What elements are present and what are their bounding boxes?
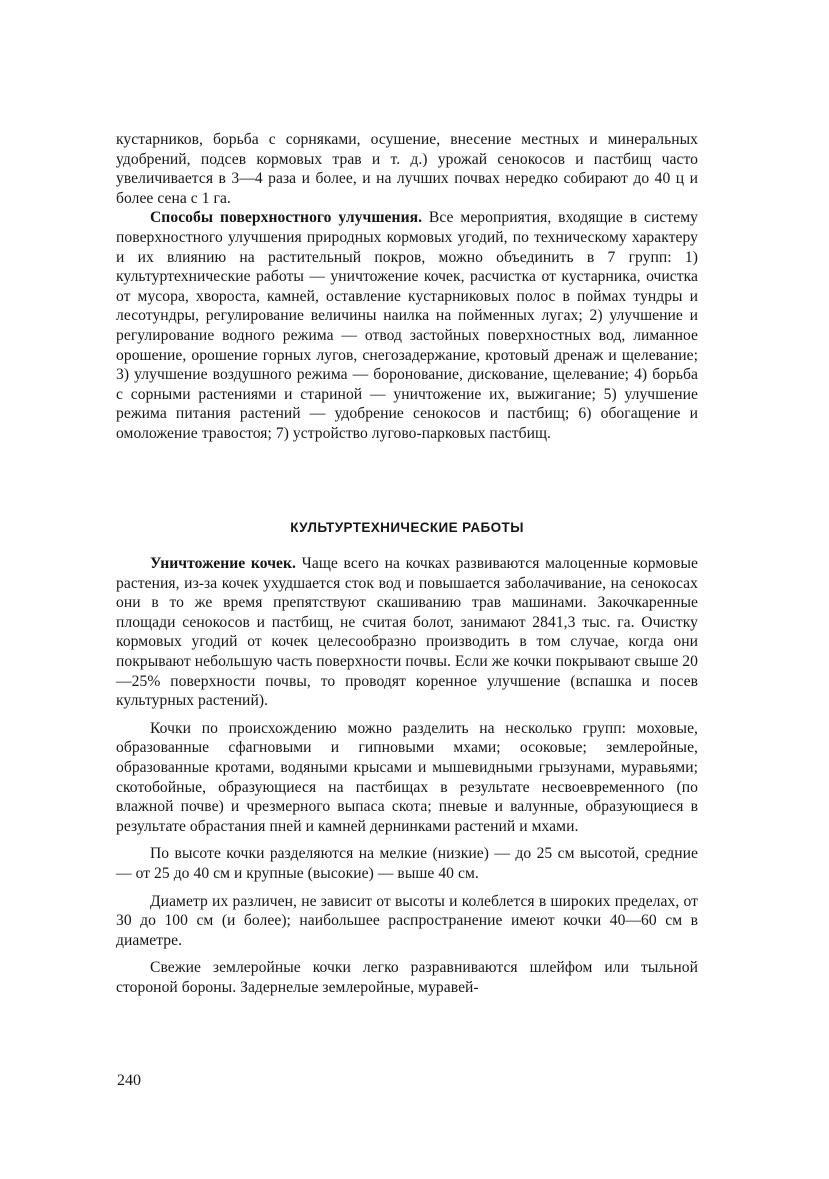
section-text-block bbox=[116, 554, 698, 997]
paragraph-text: Все мероприятия, входящие в систему поверхностного улучшения природных кормовых угодий, по техническому характеру и их влиянию на растительный покров, можно объединить в 7 групп: 1) культуртехнические работы — уничтожение кочек, расчистка от кустарника, очистка от мусора, хвороста, камней, оставление кустарниковых полос в поймах тундры и лесотундры, регулирование величины наилка на пойменных лугах; 2) улучшение и регулирование водного режима — отвод застойных поверхностных вод, лиманное орошение, орошение горных лугов, снегозадержание, кротовый дренаж и щелевание; 3) улучшение воздушного режима — боронование, дискование, щелевание; 4) борьба с сорными растениями и стариной — уничтожение их, выжигание; 5) улучшение режима питания растений — удобрение сенокосов и пастбищ; 6) обогащение и омоложение травостоя; 7) устройство лугово-парковых пастбищ. bbox=[116, 209, 698, 442]
paragraph-text: Свежие землеройные кочки легко разравниваются шлейфом или тыльной стороной бороны. Задернелые землеройные, муравей- bbox=[116, 959, 698, 996]
paragraph-hummock-height bbox=[116, 844, 698, 883]
paragraph-surface-improvement-methods bbox=[116, 208, 698, 443]
paragraph-hummock-diameter bbox=[116, 892, 698, 951]
runin-heading: Способы поверхностного улучшения. bbox=[150, 209, 423, 227]
page-number: 240 bbox=[117, 1072, 141, 1089]
paragraph-text: Кочки по происхождению можно разделить на несколько групп: моховые, образованные сфагновыми и гипновыми мхами; осоковые; землеройные, образованные кротами, водяными крысами и мышевидными грызунами, муравьями; скотобойные, образующиеся на пастбищах в результате несвоевременного (по влажной почве) и чрезмерного выпаса скота; пневые и валунные, образующиеся в результате обрастания пней и камней дернинками растений и мхами. bbox=[116, 719, 698, 835]
runin-heading: Уничтожение кочек. bbox=[150, 555, 296, 572]
paragraph-text: кустарников, борьба с сорняками, осушение, внесение местных и минеральных удобрений, подсев кормовых трав и т. д.) урожай сенокосов и пастбищ часто увеличивается в 3—4 раза и более, и на лучших почвах нередко собирают до 40 ц и более сена с 1 га. bbox=[116, 131, 698, 207]
section-heading: КУЛЬТУРТЕХНИЧЕСКИЕ РАБОТЫ bbox=[290, 520, 524, 535]
paragraph-hummock-leveling bbox=[116, 958, 698, 997]
paragraph-text: По высоте кочки разделяются на мелкие (низкие) — до 25 см высотой, средние — от 25 до 40 см и крупные (высокие) — выше 40 см. bbox=[116, 845, 698, 882]
paragraph-hummock-removal bbox=[116, 554, 698, 711]
paragraph-text: Диаметр их различен, не зависит от высоты и колеблется в широких пределах, от 30 до 100 см (и более); наибольшее распространение имеют кочки 40—60 см в диаметре. bbox=[116, 892, 698, 949]
paragraph-continuation bbox=[116, 130, 698, 208]
top-text-block bbox=[116, 130, 698, 444]
paragraph-hummock-origin bbox=[116, 719, 698, 837]
paragraph-text: Чаще всего на кочках развиваются малоценные кормовые растения, из-за кочек ухудшается сток вод и повышается заболачивание, на сенокосах они в то же время препятствуют скашиванию трав машинами. Закочкаренные площади сенокосов и пастбищ, не считая болот, занимают 2841,3 тыс. га. Очистку кормовых угодий от кочек целесообразно производить в том случае, когда они покрывают небольшую часть поверхности почвы. Если же кочки покрывают свыше 20—25% поверхности почвы, то проводят коренное улучшение (вспашка и посев культурных растений). bbox=[116, 555, 698, 710]
